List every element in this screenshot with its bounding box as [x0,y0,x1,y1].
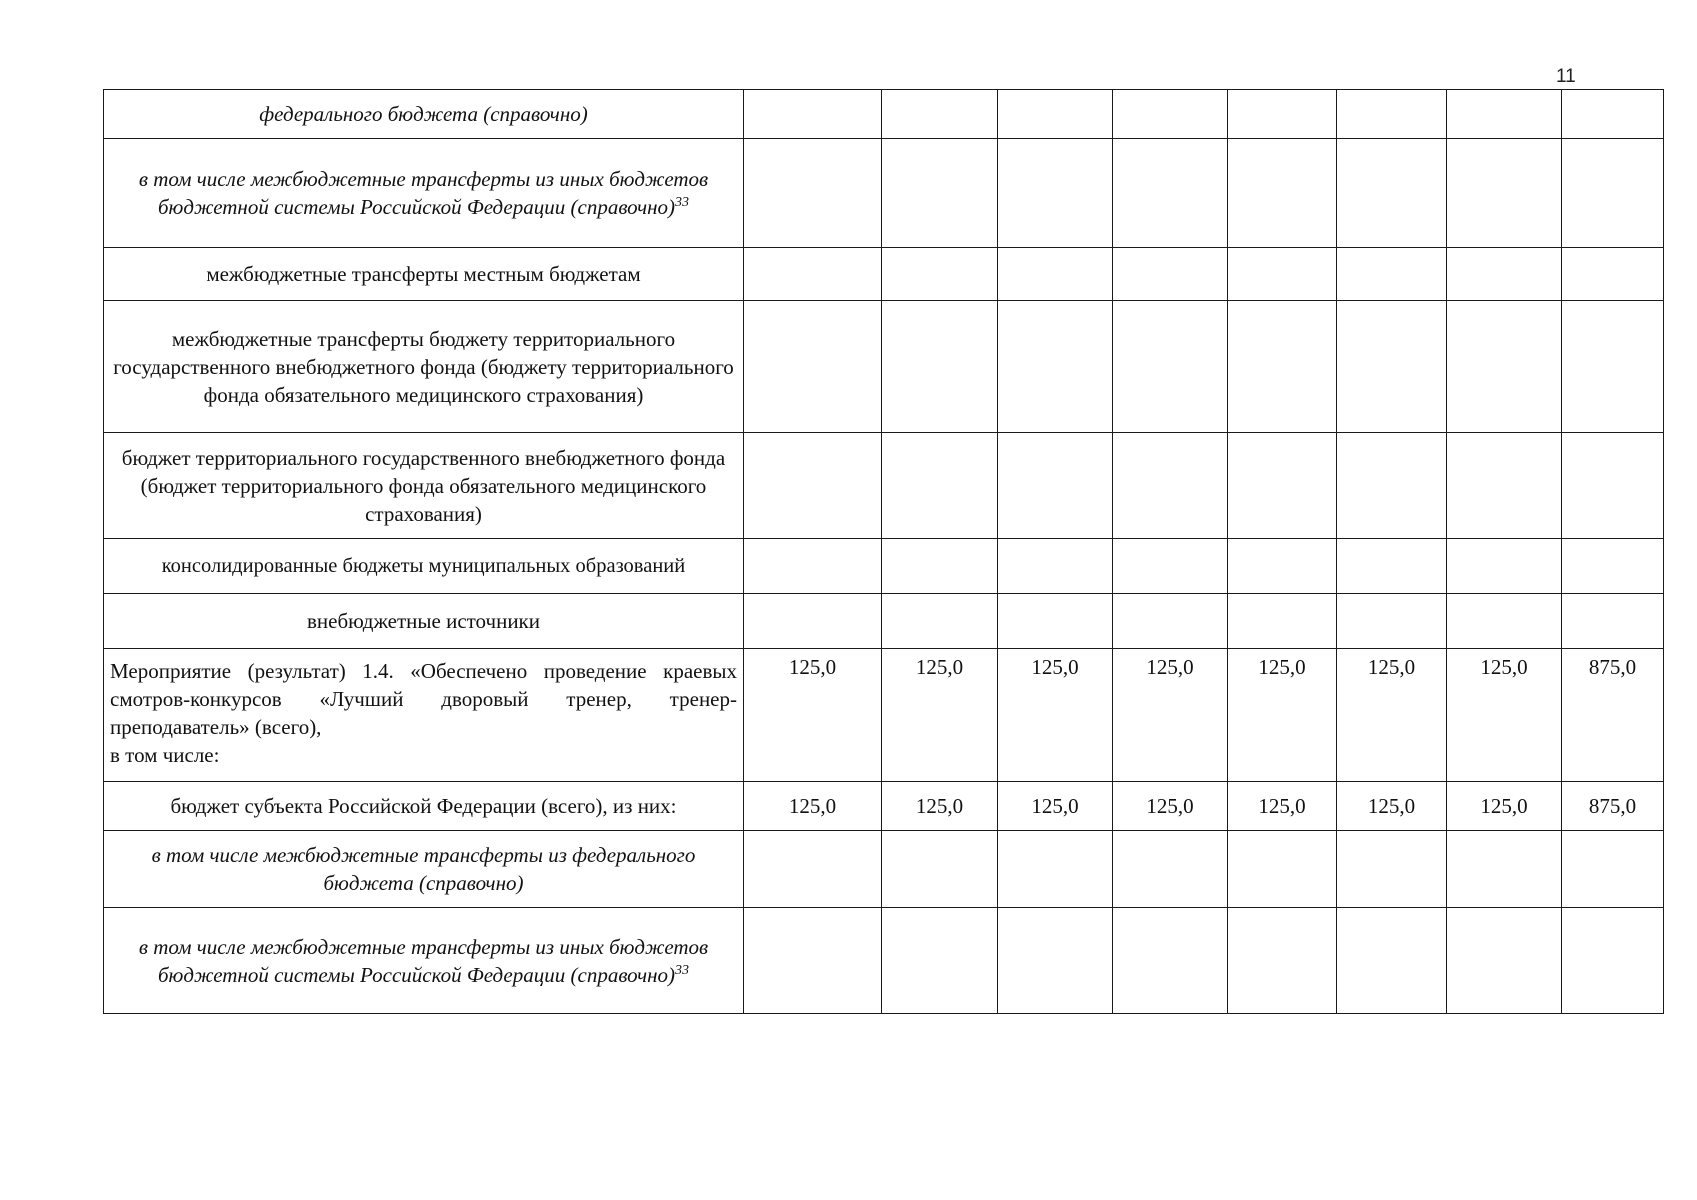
cell-value: 125,0 [1447,649,1562,782]
cell-value [1113,248,1228,301]
cell-value [998,248,1113,301]
row-label: межбюджетные трансферты бюджету территориального государственного внебюджетного фонда (бюджету территориального фонда обязательного медицинского страхования) [104,301,744,433]
table-row [104,831,1664,908]
row-label: Мероприятие (результат) 1.4. «Обеспечено проведение краевых смотров-конкурсов «Лучший дворовый тренер, тренер-преподаватель» (всего), в том числе: [104,649,744,782]
cell-value: 125,0 [744,649,882,782]
cell-value [1337,594,1447,649]
cell-value [744,831,882,908]
cell-value [1562,433,1664,539]
cell-value: 125,0 [998,649,1113,782]
cell-value [1113,90,1228,139]
cell-value [1337,301,1447,433]
cell-value [882,248,998,301]
row-label: в том числе межбюджетные трансферты из федерального бюджета (справочно) [104,831,744,908]
cell-value: 125,0 [1337,649,1447,782]
cell-value [882,433,998,539]
cell-value [744,248,882,301]
cell-value [1228,594,1337,649]
row-label: консолидированные бюджеты муниципальных образований [104,539,744,594]
footnote-ref: 33 [675,195,690,210]
cell-value: 125,0 [1337,782,1447,831]
cell-value [882,539,998,594]
table-row [104,539,1664,594]
cell-value [1447,139,1562,248]
cell-value [882,831,998,908]
cell-value [1447,539,1562,594]
budget-table [103,89,1664,1014]
row-label: бюджет территориального государственного внебюджетного фонда (бюджет территориального фонда обязательного медицинского страхования) [104,433,744,539]
row-label: федерального бюджета (справочно) [104,90,744,139]
table-row [104,248,1664,301]
cell-value [1447,908,1562,1014]
cell-value [882,90,998,139]
cell-value: 125,0 [1113,649,1228,782]
row-label-tail: в том числе: [110,743,220,767]
cell-value: 125,0 [998,782,1113,831]
cell-value [998,433,1113,539]
cell-value [1337,248,1447,301]
row-label: межбюджетные трансферты местным бюджетам [104,248,744,301]
cell-value [1337,908,1447,1014]
row-label: внебюджетные источники [104,594,744,649]
table-row [104,90,1664,139]
row-label: бюджет субъекта Российской Федерации (всего), из них: [104,782,744,831]
cell-value [744,433,882,539]
cell-value [1562,594,1664,649]
cell-value [998,831,1113,908]
cell-value [744,301,882,433]
table-row [104,301,1664,433]
cell-value [998,908,1113,1014]
cell-value [1562,539,1664,594]
cell-value: 875,0 [1562,649,1664,782]
table-row [104,908,1664,1014]
cell-value: 125,0 [882,649,998,782]
cell-value: 875,0 [1562,782,1664,831]
cell-value [1447,831,1562,908]
cell-value [1447,301,1562,433]
cell-value [1447,90,1562,139]
cell-value [744,539,882,594]
cell-value [1447,248,1562,301]
cell-value [1113,908,1228,1014]
page-number: 11 [1556,66,1576,87]
cell-value [1562,248,1664,301]
cell-value [1113,433,1228,539]
cell-value: 125,0 [1228,649,1337,782]
cell-value [998,594,1113,649]
cell-value [1228,908,1337,1014]
cell-value: 125,0 [1447,782,1562,831]
row-label: в том числе межбюджетные трансферты из иных бюджетов бюджетной системы Российской Федерации (справочно)$^{33}$ [104,908,744,1014]
cell-value [882,139,998,248]
cell-value [1228,139,1337,248]
cell-value [882,301,998,433]
cell-value [1562,301,1664,433]
table-row [104,433,1664,539]
cell-value [1228,831,1337,908]
row-label: в том числе межбюджетные трансферты из иных бюджетов бюджетной системы Российской Федерации (справочно)$^{33}$ [104,139,744,248]
cell-value [744,908,882,1014]
cell-value [1337,90,1447,139]
cell-value [998,301,1113,433]
cell-value [1337,539,1447,594]
cell-value [1228,539,1337,594]
cell-value [1562,90,1664,139]
table-row [104,782,1664,831]
cell-value: 125,0 [882,782,998,831]
cell-value [998,539,1113,594]
cell-value [882,594,998,649]
cell-value [998,90,1113,139]
cell-value [1337,831,1447,908]
cell-value: 125,0 [744,782,882,831]
cell-value: 125,0 [1228,782,1337,831]
footnote-ref: 33 [675,962,690,978]
cell-value [1113,594,1228,649]
cell-value [1337,433,1447,539]
table-row [104,139,1664,248]
cell-value [744,90,882,139]
cell-value [1113,139,1228,248]
table-row [104,649,1664,782]
cell-value [1228,248,1337,301]
cell-value [744,139,882,248]
cell-value [882,908,998,1014]
cell-value [1562,908,1664,1014]
cell-value [1447,594,1562,649]
cell-value [1562,139,1664,248]
cell-value [1228,90,1337,139]
cell-value [744,594,882,649]
cell-value [1113,301,1228,433]
cell-value [1113,831,1228,908]
cell-value [1228,301,1337,433]
cell-value [1228,433,1337,539]
cell-value [1447,433,1562,539]
cell-value [1337,139,1447,248]
cell-value [1562,831,1664,908]
table-row [104,594,1664,649]
cell-value [1113,539,1228,594]
cell-value [998,139,1113,248]
cell-value: 125,0 [1113,782,1228,831]
